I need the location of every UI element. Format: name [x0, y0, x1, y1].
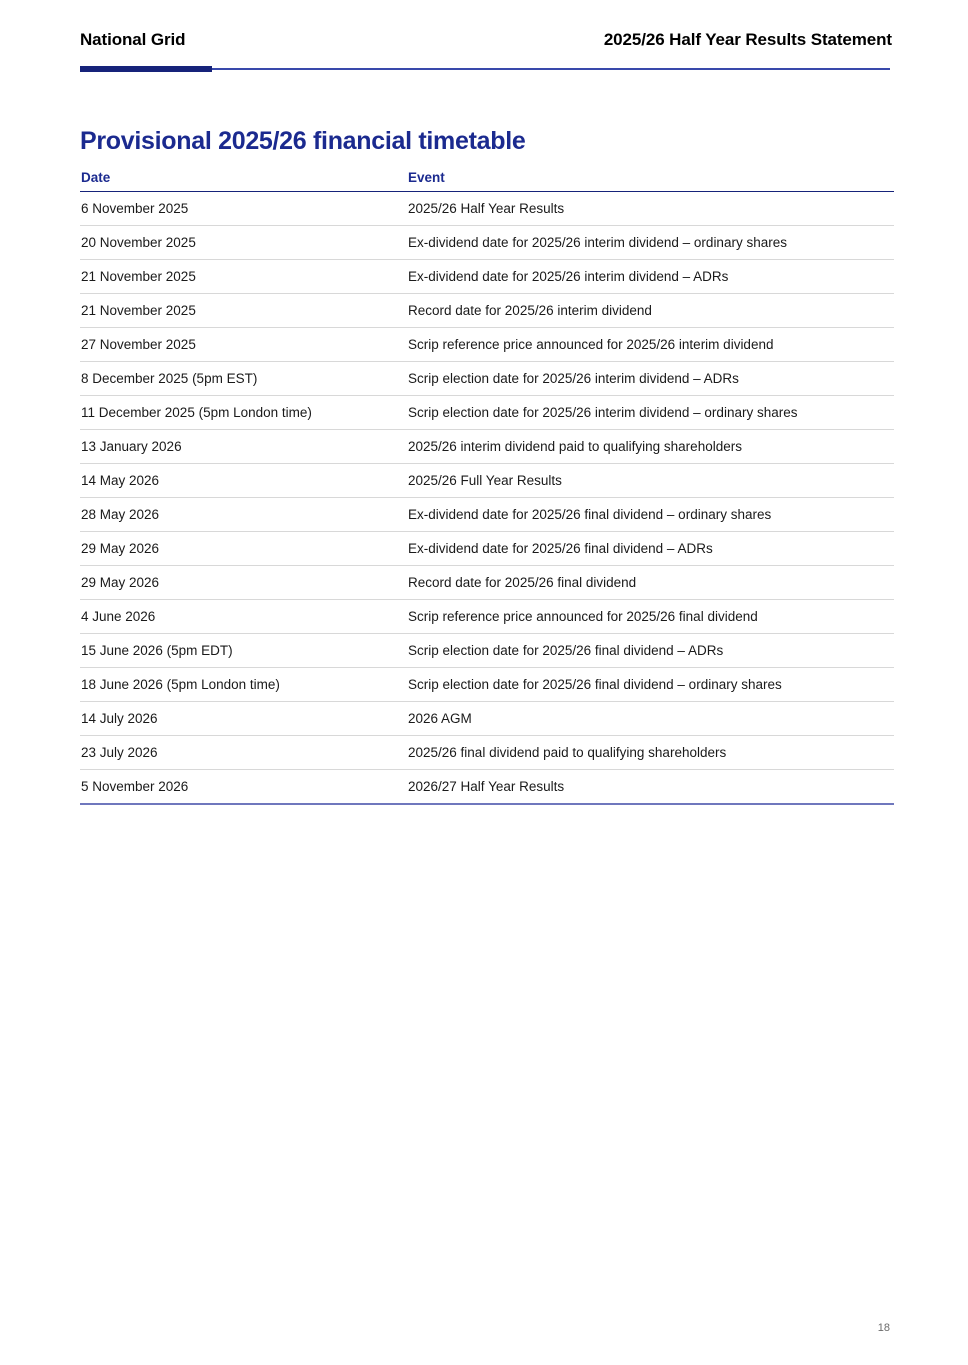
table-row: [80, 192, 894, 226]
column-header-date: Date: [80, 170, 407, 192]
table-row: [80, 260, 894, 294]
table-header-row: [80, 170, 894, 192]
document-title: 2025/26 Half Year Results Statement: [603, 30, 892, 49]
table-row: [80, 634, 894, 668]
table-row: [80, 464, 894, 498]
table-row: [80, 668, 894, 702]
table-row: [80, 362, 894, 396]
cell-event: Record date for 2025/26 interim dividend: [407, 294, 894, 328]
column-header-event: Event: [407, 170, 894, 192]
cell-event: Ex-dividend date for 2025/26 final dividend – ADRs: [407, 532, 894, 566]
cell-date: 18 June 2026 (5pm London time): [80, 668, 407, 702]
page-number: 18: [877, 1322, 890, 1334]
cell-event: Scrip election date for 2025/26 interim dividend – ADRs: [407, 362, 894, 396]
cell-event: 2025/26 Half Year Results: [407, 192, 894, 226]
page-title: Provisional 2025/26 financial timetable: [80, 126, 526, 155]
running-header: [80, 30, 892, 50]
table-header: [80, 170, 894, 192]
table-row: [80, 600, 894, 634]
cell-event: Ex-dividend date for 2025/26 interim dividend – ADRs: [407, 260, 894, 294]
table-row: [80, 702, 894, 736]
header-rule-thick-segment: [80, 66, 212, 72]
cell-date: 27 November 2025: [80, 328, 407, 362]
cell-date: 6 November 2025: [80, 192, 407, 226]
cell-event: 2025/26 interim dividend paid to qualifying shareholders: [407, 430, 894, 464]
cell-date: 20 November 2025: [80, 226, 407, 260]
cell-date: 5 November 2026: [80, 770, 407, 805]
cell-event: 2026/27 Half Year Results: [407, 770, 894, 805]
cell-date: 15 June 2026 (5pm EDT): [80, 634, 407, 668]
cell-date: 28 May 2026: [80, 498, 407, 532]
cell-event: 2025/26 Full Year Results: [407, 464, 894, 498]
table-row: [80, 770, 894, 805]
cell-date: 29 May 2026: [80, 566, 407, 600]
cell-event: Record date for 2025/26 final dividend: [407, 566, 894, 600]
cell-date: 13 January 2026: [80, 430, 407, 464]
cell-event: Scrip election date for 2025/26 final dividend – ADRs: [407, 634, 894, 668]
cell-event: 2025/26 final dividend paid to qualifying shareholders: [407, 736, 894, 770]
table-row: [80, 226, 894, 260]
cell-date: 8 December 2025 (5pm EST): [80, 362, 407, 396]
table-body: [80, 192, 894, 805]
cell-date: 23 July 2026: [80, 736, 407, 770]
cell-event: Scrip election date for 2025/26 final dividend – ordinary shares: [407, 668, 894, 702]
cell-date: 21 November 2025: [80, 260, 407, 294]
cell-event: Scrip reference price announced for 2025/26 interim dividend: [407, 328, 894, 362]
table-row: [80, 532, 894, 566]
cell-event: 2026 AGM: [407, 702, 894, 736]
table-row: [80, 498, 894, 532]
cell-date: 29 May 2026: [80, 532, 407, 566]
table-row: [80, 430, 894, 464]
cell-event: Ex-dividend date for 2025/26 interim dividend – ordinary shares: [407, 226, 894, 260]
cell-event: Scrip election date for 2025/26 interim dividend – ordinary shares: [407, 396, 894, 430]
header-divider-rule: [80, 66, 890, 72]
company-name: National Grid: [80, 30, 186, 49]
cell-date: 4 June 2026: [80, 600, 407, 634]
cell-date: 21 November 2025: [80, 294, 407, 328]
financial-timetable: [80, 170, 894, 805]
table-row: [80, 328, 894, 362]
table-row: [80, 396, 894, 430]
cell-event: Ex-dividend date for 2025/26 final dividend – ordinary shares: [407, 498, 894, 532]
table-row: [80, 736, 894, 770]
cell-date: 11 December 2025 (5pm London time): [80, 396, 407, 430]
cell-date: 14 May 2026: [80, 464, 407, 498]
table-row: [80, 294, 894, 328]
cell-event: Scrip reference price announced for 2025/26 final dividend: [407, 600, 894, 634]
cell-date: 14 July 2026: [80, 702, 407, 736]
table-row: [80, 566, 894, 600]
